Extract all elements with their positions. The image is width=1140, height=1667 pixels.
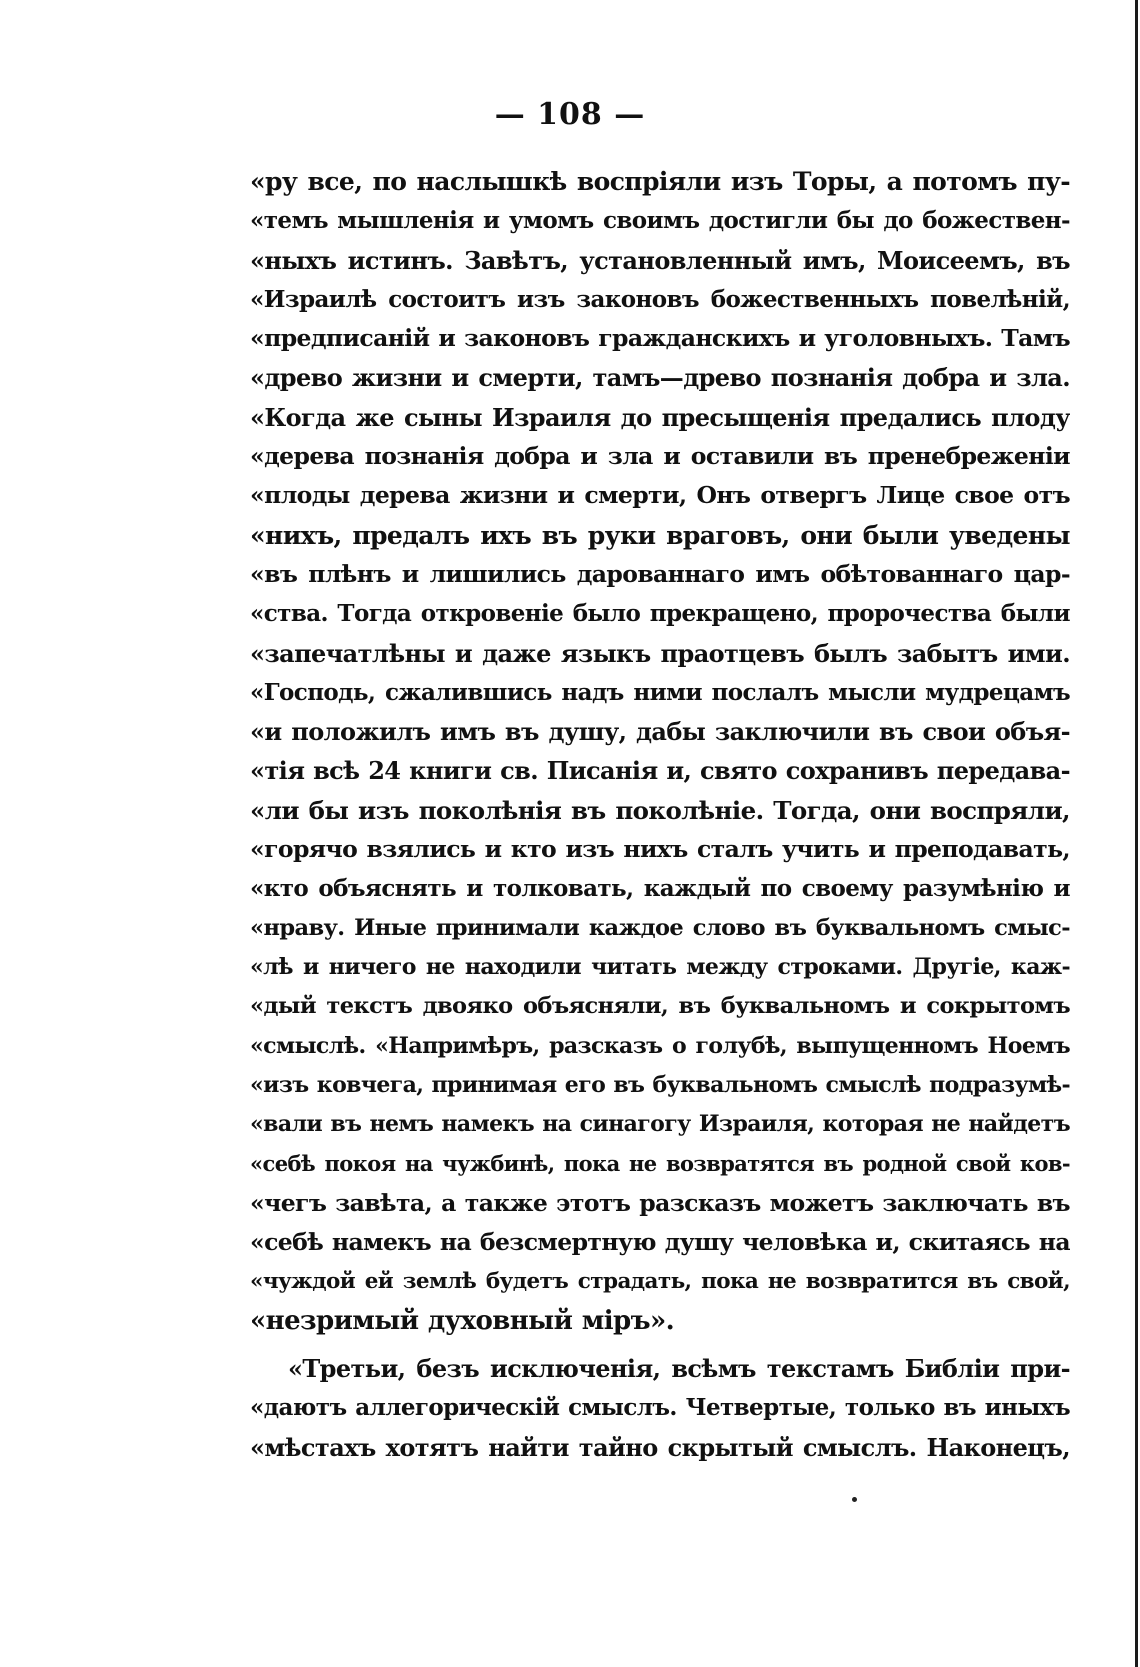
text-line: «тія всѣ 24 книги св. Писанія и, свято сохранивъ передава- — [250, 756, 1070, 786]
text-line: «незримый духовный міръ». — [250, 1305, 675, 1336]
text-line: «Израилѣ состоитъ изъ законовъ божественныхъ повелѣній, — [250, 285, 1070, 313]
text-line: «ныхъ истинъ. Завѣтъ, установленный имъ, Моисеемъ, въ — [250, 245, 1070, 275]
page-number: — 108 — — [494, 97, 646, 132]
text-line: «себѣ намекъ на безсмертную душу человѣка и, скитаясь на — [250, 1228, 1070, 1257]
text-line: «Когда же сыны Израиля до пресыщенія предались плоду — [250, 402, 1070, 432]
text-line: «дый текстъ двояко объясняли, въ буквальномъ и сокрытомъ — [250, 993, 1070, 1020]
text-line: «себѣ покоя на чужбинѣ, пока не возвратятся въ родной свой ков- — [250, 1151, 1070, 1177]
text-line: «кто объяснять и толковать, каждый по своему разумѣнію и — [250, 875, 1070, 903]
text-line: «темъ мышленія и умомъ своимъ достигли бы до божествен- — [250, 207, 1070, 235]
text-line: «чегъ завѣта, а также этотъ разсказъ можетъ заключать въ — [250, 1188, 1070, 1217]
text-line: «и положилъ имъ въ душу, дабы заключили въ свои объя- — [250, 717, 1070, 747]
paragraph — [250, 162, 1070, 1341]
text-line: «запечатлѣны и даже языкъ праотцевъ былъ забытъ ими. — [250, 638, 1070, 668]
text-line: «смыслѣ. «Напримѣръ, разсказъ о голубѣ, выпущенномъ Ноемъ — [250, 1032, 1070, 1059]
text-line: «даютъ аллегорическій смыслъ. Четвертые, только въ иныхъ — [250, 1394, 1070, 1422]
text-line: «ли бы изъ поколѣнія въ поколѣніе. Тогда, они воспряли, — [250, 795, 1070, 825]
text-line: «нихъ, предалъ ихъ въ руки враговъ, они были уведены — [250, 520, 1070, 550]
page-edge-line — [1135, 0, 1138, 1667]
text-line: «лѣ и ничего не находили читать между строками. Другіе, каж- — [250, 953, 1070, 980]
text-line: «древо жизни и смерти, тамъ—древо познанія добра и зла. — [250, 363, 1070, 393]
text-line: «нраву. Иные принимали каждое слово въ буквальномъ смыс- — [250, 914, 1070, 941]
text-line: «плоды дерева жизни и смерти, Онъ отвергъ Лице свое отъ — [250, 481, 1070, 510]
paragraph — [250, 1349, 1070, 1467]
text-line: «мѣстахъ хотятъ найти тайно скрытый смыслъ. Наконецъ, — [250, 1432, 1070, 1462]
text-line: «Господь, сжалившись надъ ними послалъ мысли мудрецамъ — [250, 678, 1070, 706]
ink-speck — [852, 1497, 857, 1502]
paragraph-gap — [250, 1341, 1070, 1349]
text-line: «горячо взялись и кто изъ нихъ сталъ учить и преподавать, — [250, 835, 1070, 864]
text-line: «Третьи, безъ исключенія, всѣмъ текстамъ Библіи при- — [288, 1353, 1070, 1383]
text-line: «ру все, по наслышкѣ воспріяли изъ Торы, а потомъ пу- — [250, 167, 1070, 196]
text-line: «изъ ковчега, принимая его въ буквальномъ смыслѣ подразумѣ- — [250, 1071, 1070, 1098]
text-line: «дерева познанія добра и зла и оставили въ пренебреженіи — [250, 442, 1070, 471]
text-line: «вали въ немъ намекъ на синагогу Израиля, которая не найдетъ — [250, 1111, 1070, 1138]
text-line: «предписаній и законовъ гражданскихъ и уголовныхъ. Тамъ — [250, 324, 1070, 353]
text-line: «ства. Тогда откровеніе было прекращено, пророчества были — [250, 600, 1070, 628]
body-text — [250, 162, 1070, 1467]
text-line: «въ плѣнъ и лишились дарованнаго имъ обѣтованнаго цар- — [250, 559, 1070, 588]
text-line: «чуждой ей землѣ будетъ страдать, пока не возвратится въ свой, — [250, 1269, 1070, 1295]
